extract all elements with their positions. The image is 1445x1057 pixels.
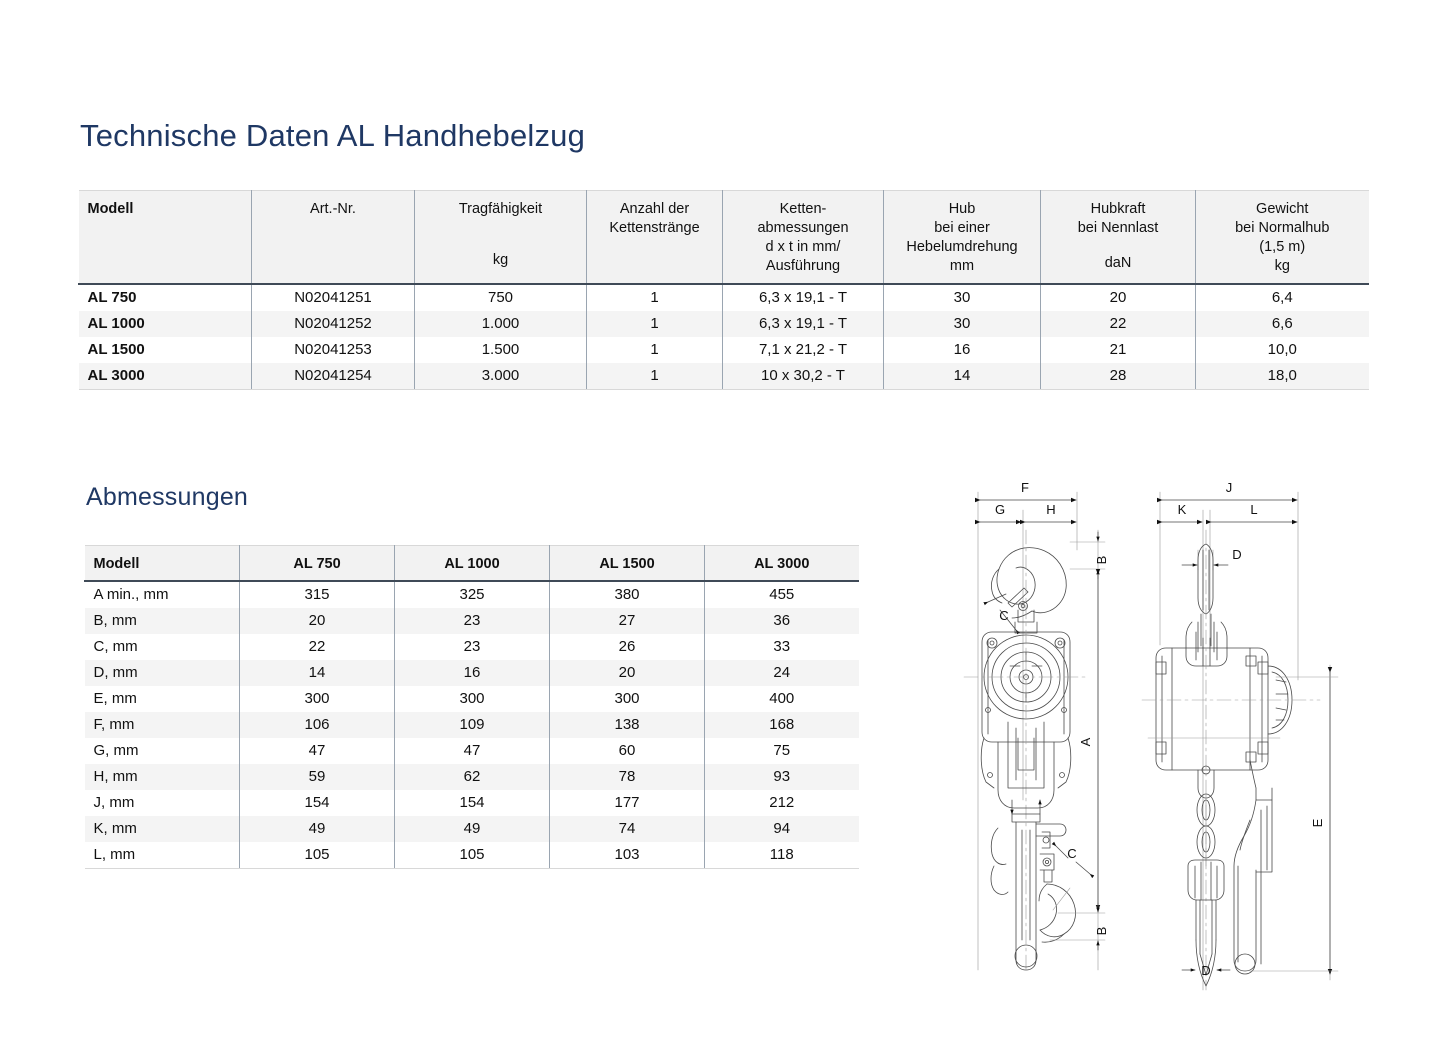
table-row: [85, 790, 859, 816]
table-row: [85, 764, 859, 790]
cell-al1500: 27: [550, 608, 705, 634]
table-row: [85, 738, 859, 764]
table-row: [85, 582, 859, 608]
specs-col-modell: Modell: [79, 191, 252, 284]
cell-al1000: 62: [395, 764, 550, 790]
cell-hubkraft: 22: [1041, 311, 1196, 337]
label-B-bottom: B: [1094, 926, 1109, 936]
cell-dim-label: F, mm: [85, 712, 240, 738]
cell-modell: AL 1500: [87, 340, 145, 358]
table-row: [79, 363, 1369, 390]
cell-dim-label: A min., mm: [93, 586, 169, 604]
cell-straenge: 1: [587, 363, 723, 390]
cell-al750: 22: [240, 634, 395, 660]
cell-hub: 30: [884, 285, 1041, 311]
cell-al1000: 154: [395, 790, 550, 816]
cell-straenge: 1: [587, 285, 723, 311]
cell-al1500: 26: [550, 634, 705, 660]
label-G: G: [994, 502, 1006, 517]
specs-col-tragfaehigkeit: Tragfähigkeit kg: [415, 191, 587, 284]
cell-al3000: 118: [705, 842, 859, 869]
table-row: [85, 660, 859, 686]
side-view-drawing: [1142, 480, 1338, 990]
cell-artnr: N02041252: [252, 311, 415, 337]
table-row: [79, 311, 1369, 337]
cell-al3000: 24: [705, 660, 859, 686]
cell-al1500: 138: [550, 712, 705, 738]
cell-kette: 10 x 30,2 - T: [723, 363, 884, 390]
cell-al3000: 94: [705, 816, 859, 842]
label-L: L: [1250, 502, 1258, 517]
cell-al750: 106: [240, 712, 395, 738]
cell-al1500: 78: [550, 764, 705, 790]
cell-al1000: 23: [395, 634, 550, 660]
cell-dim-label: G, mm: [93, 742, 139, 760]
cell-artnr: N02041253: [252, 337, 415, 363]
cell-al750: 20: [240, 608, 395, 634]
cell-straenge: 1: [587, 337, 723, 363]
cell-modell: AL 3000: [79, 363, 252, 390]
cell-tragfaehigkeit: 1.000: [415, 311, 587, 337]
table-row: [85, 634, 859, 660]
cell-straenge: 1: [587, 311, 723, 337]
label-A: A: [1078, 737, 1093, 747]
drawings-svg: [920, 470, 1370, 1015]
dims-col-modell: Modell: [85, 546, 240, 582]
cell-dim-label: C, mm: [93, 638, 138, 656]
dimensions-table: [84, 545, 859, 869]
cell-al750: 47: [240, 738, 395, 764]
specs-header-row: [79, 191, 1369, 284]
cell-al3000: 168: [705, 712, 859, 738]
table-row: [85, 712, 859, 738]
technical-drawings: [920, 470, 1370, 1015]
label-K: K: [1177, 502, 1187, 517]
label-C-bottom: C: [1067, 846, 1077, 861]
cell-al750: 59: [240, 764, 395, 790]
cell-hub: 14: [884, 363, 1041, 390]
cell-al3000: 212: [705, 790, 859, 816]
cell-al3000: 36: [705, 608, 859, 634]
cell-gewicht: 10,0: [1196, 337, 1369, 363]
cell-gewicht: 6,6: [1196, 311, 1369, 337]
cell-al1000: 109: [395, 712, 550, 738]
cell-modell: AL 750: [87, 288, 137, 306]
cell-tragfaehigkeit: 1.500: [415, 337, 587, 363]
cell-al3000: 75: [705, 738, 859, 764]
specs-col-kettenabmessungen: Ketten- abmessungen d x t in mm/ Ausführung: [723, 191, 884, 284]
table-row: [85, 608, 859, 634]
cell-al750: 315: [240, 582, 395, 608]
cell-al3000: 400: [705, 686, 859, 712]
label-D-top: D: [1232, 547, 1242, 562]
cell-al3000: 33: [705, 634, 859, 660]
cell-al750: 300: [240, 686, 395, 712]
cell-al1000: 23: [395, 608, 550, 634]
cell-hubkraft: 28: [1041, 363, 1196, 390]
cell-kette: 6,3 x 19,1 - T: [723, 285, 884, 311]
cell-kette: 6,3 x 19,1 - T: [723, 311, 884, 337]
cell-al1500: 74: [550, 816, 705, 842]
cell-kette: 7,1 x 21,2 - T: [723, 337, 884, 363]
dims-col-al3000: AL 3000: [705, 546, 859, 582]
cell-hub: 16: [884, 337, 1041, 363]
cell-al750: 154: [240, 790, 395, 816]
cell-gewicht: 6,4: [1196, 285, 1369, 311]
cell-dim-label: B, mm: [85, 608, 240, 634]
cell-dim-label: D, mm: [85, 660, 240, 686]
cell-dim-label: J, mm: [93, 794, 135, 812]
cell-tragfaehigkeit: 3.000: [415, 363, 587, 390]
technical-specs-table: [78, 190, 1369, 390]
cell-al1500: 60: [550, 738, 705, 764]
cell-al1000: 49: [395, 816, 550, 842]
dims-col-al750: AL 750: [240, 546, 395, 582]
cell-dim-label: K, mm: [85, 816, 240, 842]
cell-artnr: N02041254: [252, 363, 415, 390]
cell-al1000: 300: [395, 686, 550, 712]
cell-al3000: 455: [705, 582, 859, 608]
cell-al750: 14: [240, 660, 395, 686]
front-view-drawing: [964, 480, 1109, 970]
cell-al1500: 20: [550, 660, 705, 686]
label-J: J: [1225, 480, 1233, 495]
label-C-top: C: [999, 608, 1009, 623]
cell-al3000: 93: [705, 764, 859, 790]
label-E: E: [1310, 818, 1325, 828]
specs-col-hubkraft: Hubkraft bei Nennlast daN: [1041, 191, 1196, 284]
cell-hub: 30: [884, 311, 1041, 337]
table-row: [85, 842, 859, 869]
cell-al750: 49: [240, 816, 395, 842]
table-row: [85, 686, 859, 712]
cell-al1000: 105: [395, 842, 550, 869]
cell-dim-label: L, mm: [85, 842, 240, 869]
label-B-top: B: [1094, 555, 1109, 565]
cell-artnr: N02041251: [252, 285, 415, 311]
cell-dim-label: H, mm: [85, 764, 240, 790]
cell-tragfaehigkeit: 750: [415, 285, 587, 311]
specs-col-kettenstraenge: Anzahl der Kettenstränge: [587, 191, 723, 284]
specs-col-gewicht: Gewicht bei Normalhub (1,5 m) kg: [1196, 191, 1369, 284]
cell-al1500: 300: [550, 686, 705, 712]
cell-al1000: 16: [395, 660, 550, 686]
specs-col-hub: Hub bei einer Hebelumdrehung mm: [884, 191, 1041, 284]
cell-hubkraft: 20: [1041, 285, 1196, 311]
table-row: [85, 816, 859, 842]
cell-al1000: 325: [395, 582, 550, 608]
dims-col-al1500: AL 1500: [550, 546, 705, 582]
cell-hubkraft: 21: [1041, 337, 1196, 363]
cell-gewicht: 18,0: [1196, 363, 1369, 390]
cell-al750: 105: [240, 842, 395, 869]
dims-col-al1000: AL 1000: [395, 546, 550, 582]
cell-modell: AL 1000: [79, 311, 252, 337]
label-F: F: [1021, 480, 1029, 495]
section-title-abmessungen: Abmessungen: [86, 483, 249, 511]
cell-al1500: 103: [550, 842, 705, 869]
label-D-bottom: D: [1201, 963, 1211, 978]
cell-al1000: 47: [395, 738, 550, 764]
cell-al1500: 177: [550, 790, 705, 816]
page-title: Technische Daten AL Handhebelzug: [80, 118, 586, 153]
dims-header-row: [85, 546, 859, 582]
table-row: [79, 285, 1369, 311]
cell-al1500: 380: [550, 582, 705, 608]
specs-col-artnr: Art.-Nr.: [252, 191, 415, 284]
cell-dim-label: E, mm: [93, 690, 137, 708]
label-H: H: [1046, 502, 1056, 517]
table-row: [79, 337, 1369, 363]
